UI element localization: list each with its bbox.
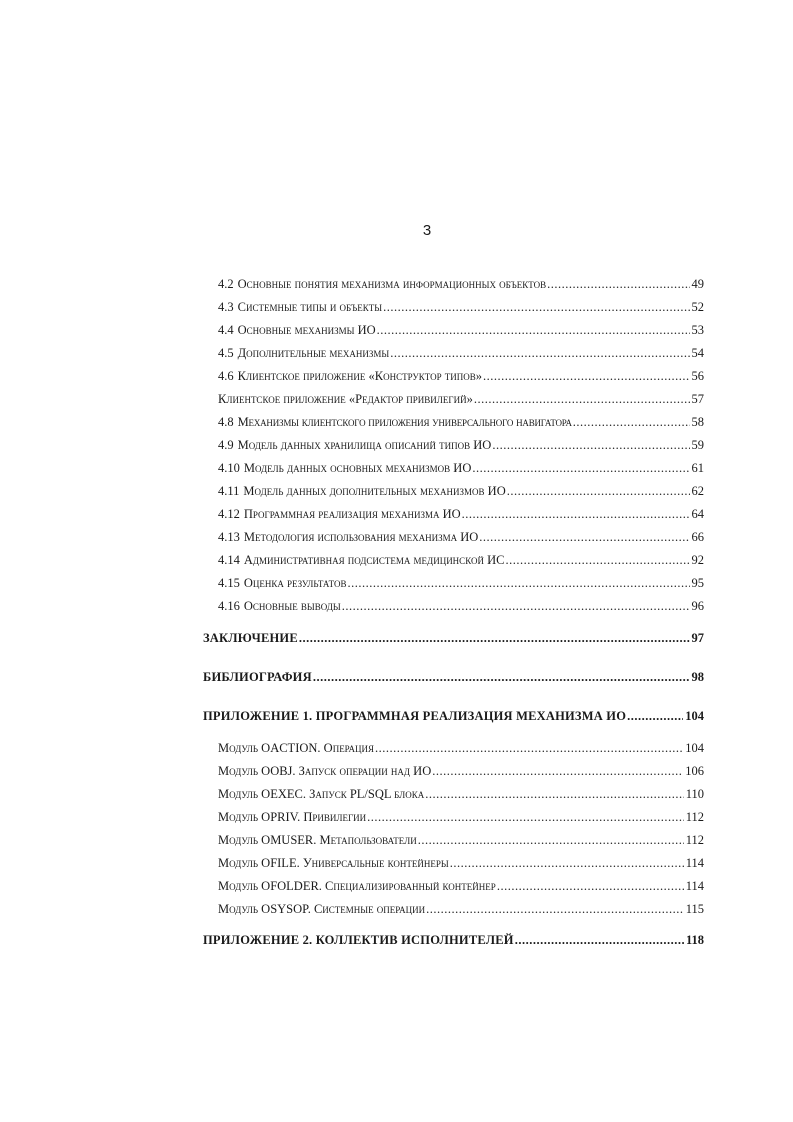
toc-entry-title: Модель данных основных механизмов ИО bbox=[243, 461, 472, 475]
toc-entry-4-2[interactable] bbox=[218, 276, 704, 292]
toc-entry-title: Клиентское приложение «Конструктор типов» bbox=[237, 369, 483, 383]
toc-leader-dots bbox=[462, 506, 690, 522]
toc-entry-number: 4.3 bbox=[218, 300, 234, 314]
toc-entry-module-ofile[interactable] bbox=[218, 855, 704, 871]
toc-leader-dots bbox=[299, 630, 690, 646]
toc-entry-number: 4.5 bbox=[218, 346, 234, 360]
toc-leader-dots bbox=[348, 575, 690, 591]
toc-leader-dots bbox=[367, 809, 684, 825]
toc-leader-dots bbox=[505, 552, 689, 568]
toc-entry-module-opriv[interactable] bbox=[218, 809, 704, 825]
toc-entry-page: 104 bbox=[685, 741, 704, 755]
toc-entry-page: 106 bbox=[685, 764, 704, 778]
toc-entry-page: 112 bbox=[685, 810, 704, 824]
toc-entry-4-3[interactable] bbox=[218, 299, 704, 315]
toc-entry-page: 57 bbox=[691, 392, 704, 406]
toc-entry-title: Системные типы и объекты bbox=[237, 300, 383, 314]
toc-entry-number: 4.8 bbox=[218, 415, 234, 429]
toc-entry-page: 112 bbox=[685, 833, 704, 847]
toc-entry-page: 64 bbox=[691, 507, 704, 521]
toc-leader-dots bbox=[472, 460, 689, 476]
toc-leader-dots bbox=[474, 391, 690, 407]
toc-entry-page: 49 bbox=[691, 277, 704, 291]
toc-leader-dots bbox=[507, 483, 690, 499]
toc-entry-page: 96 bbox=[691, 599, 704, 613]
toc-leader-dots bbox=[627, 708, 683, 724]
toc-entry-title: Административная подсистема медицинской ИС bbox=[243, 553, 505, 567]
toc-entry-4-12[interactable] bbox=[218, 506, 704, 522]
toc-entry-number: 4.2 bbox=[218, 277, 234, 291]
toc-entry-title: Модель данных дополнительных механизмов ИО bbox=[243, 484, 506, 498]
toc-entry-module-oaction[interactable] bbox=[218, 740, 704, 756]
toc-entry-title: ПРИЛОЖЕНИЕ 1. ПРОГРАММНАЯ РЕАЛИЗАЦИЯ МЕХАНИЗМА ИО bbox=[203, 709, 627, 723]
toc-entry-4-9[interactable] bbox=[218, 437, 704, 453]
toc-entry-4-15[interactable] bbox=[218, 575, 704, 591]
toc-entry-page: 118 bbox=[685, 933, 704, 947]
toc-entry-title: Основные механизмы ИО bbox=[237, 323, 376, 337]
toc-entry-number: 4.12 bbox=[218, 507, 240, 521]
toc-entry-4-10[interactable] bbox=[218, 460, 704, 476]
toc-entry-4-16[interactable] bbox=[218, 598, 704, 614]
toc-entry-appendix-1[interactable] bbox=[203, 708, 704, 724]
toc-entry-title: Модель данных хранилища описаний типов ИО bbox=[237, 438, 492, 452]
toc-leader-dots bbox=[492, 437, 689, 453]
toc-entry-bibliography[interactable] bbox=[203, 669, 704, 685]
toc-entry-module-oobj[interactable] bbox=[218, 763, 704, 779]
toc-entry-title: Модуль OEXEC. Запуск PL/SQL блока bbox=[218, 787, 425, 801]
toc-entry-page: 97 bbox=[691, 631, 704, 645]
toc-entry-title: Механизмы клиентского приложения универсального навигатора bbox=[237, 415, 572, 429]
toc-entry-page: 56 bbox=[691, 369, 704, 383]
page-number: 3 bbox=[422, 222, 432, 239]
toc-entry-page: 92 bbox=[691, 553, 704, 567]
toc-leader-dots bbox=[425, 786, 683, 802]
toc-entry-number: 4.9 bbox=[218, 438, 234, 452]
toc-entry-title: Методология использования механизма ИО bbox=[243, 530, 479, 544]
toc-entry-page: 110 bbox=[685, 787, 704, 801]
toc-entry-title: Дополнительные механизмы bbox=[237, 346, 390, 360]
toc-entry-4-5[interactable] bbox=[218, 345, 704, 361]
toc-leader-dots bbox=[313, 669, 690, 685]
toc-entry-number: 4.13 bbox=[218, 530, 240, 544]
toc-entry-title: ЗАКЛЮЧЕНИЕ bbox=[203, 631, 298, 645]
toc-entry-page: 62 bbox=[691, 484, 704, 498]
toc-leader-dots bbox=[547, 276, 689, 292]
toc-entry-title: Модуль OACTION. Операция bbox=[218, 741, 375, 755]
toc-entry-title: Модуль OFILE. Универсальные контейнеры bbox=[218, 856, 449, 870]
toc-leader-dots bbox=[418, 832, 684, 848]
toc-leader-dots bbox=[390, 345, 689, 361]
toc-entry-module-oexec[interactable] bbox=[218, 786, 704, 802]
toc-entry-page: 115 bbox=[685, 902, 704, 916]
toc-entry-page: 58 bbox=[691, 415, 704, 429]
toc-entry-page: 66 bbox=[691, 530, 704, 544]
toc-entry-title: ПРИЛОЖЕНИЕ 2. КОЛЛЕКТИВ ИСПОЛНИТЕЛЕЙ bbox=[203, 933, 514, 947]
toc-leader-dots bbox=[483, 368, 689, 384]
toc-leader-dots bbox=[573, 414, 690, 430]
toc-entry-page: 114 bbox=[685, 856, 704, 870]
toc-leader-dots bbox=[450, 855, 684, 871]
toc-entry-title: Модуль OPRIV. Привилегии bbox=[218, 810, 367, 824]
toc-entry-title: Оценка результатов bbox=[243, 576, 347, 590]
toc-leader-dots bbox=[426, 901, 684, 917]
toc-entry-4-13[interactable] bbox=[218, 529, 704, 545]
toc-entry-title: Программная реализация механизма ИО bbox=[243, 507, 461, 521]
toc-leader-dots bbox=[432, 763, 683, 779]
toc-entry-title: Модуль OSYSOP. Системные операции bbox=[218, 902, 426, 916]
toc-entry-4-8[interactable] bbox=[218, 414, 704, 430]
toc-entry-title: Основные выводы bbox=[243, 599, 341, 613]
toc-entry-number: 4.6 bbox=[218, 369, 234, 383]
toc-entry-number: 4.14 bbox=[218, 553, 240, 567]
toc-entry-4-11[interactable] bbox=[218, 483, 704, 499]
toc-entry-title: Основные понятия механизма информационных объектов bbox=[237, 277, 547, 291]
toc-entry-module-osysop[interactable] bbox=[218, 901, 704, 917]
toc-entry-number: 4.4 bbox=[218, 323, 234, 337]
toc-entry-number: 4.16 bbox=[218, 599, 240, 613]
toc-entry-title: Модуль OFOLDER. Специализированный контейнер bbox=[218, 879, 496, 893]
toc-entry-4-14[interactable] bbox=[218, 552, 704, 568]
toc-leader-dots bbox=[497, 878, 684, 894]
toc-entry-privilege-editor[interactable] bbox=[218, 391, 704, 407]
toc-entry-title: Модуль OMUSER. Метапользователи bbox=[218, 833, 417, 847]
toc-entry-page: 104 bbox=[685, 709, 704, 723]
toc-leader-dots bbox=[377, 322, 690, 338]
toc-entry-number: 4.10 bbox=[218, 461, 240, 475]
toc-entry-number: 4.15 bbox=[218, 576, 240, 590]
toc-leader-dots bbox=[342, 598, 690, 614]
toc-entry-number: 4.11 bbox=[218, 484, 240, 498]
toc-leader-dots bbox=[383, 299, 689, 315]
toc-entry-title: Модуль OOBJ. Запуск операции над ИО bbox=[218, 764, 432, 778]
toc-entry-title: Клиентское приложение «Редактор привилегий» bbox=[218, 392, 473, 406]
toc-entry-page: 59 bbox=[691, 438, 704, 452]
toc-entry-page: 54 bbox=[691, 346, 704, 360]
toc-leader-dots bbox=[375, 740, 683, 756]
toc-entry-page: 114 bbox=[685, 879, 704, 893]
toc-entry-conclusion[interactable] bbox=[203, 630, 704, 646]
toc-entry-appendix-2[interactable] bbox=[203, 932, 704, 948]
toc-entry-4-6[interactable] bbox=[218, 368, 704, 384]
toc-entry-page: 53 bbox=[691, 323, 704, 337]
toc-leader-dots bbox=[515, 932, 684, 948]
toc-leader-dots bbox=[479, 529, 689, 545]
toc-entry-page: 98 bbox=[691, 670, 704, 684]
toc-entry-module-omuser[interactable] bbox=[218, 832, 704, 848]
toc-entry-title: БИБЛИОГРАФИЯ bbox=[203, 670, 312, 684]
toc-entry-4-4[interactable] bbox=[218, 322, 704, 338]
toc-entry-page: 95 bbox=[691, 576, 704, 590]
toc-entry-page: 52 bbox=[691, 300, 704, 314]
toc-entry-module-ofolder[interactable] bbox=[218, 878, 704, 894]
toc-entry-page: 61 bbox=[691, 461, 704, 475]
